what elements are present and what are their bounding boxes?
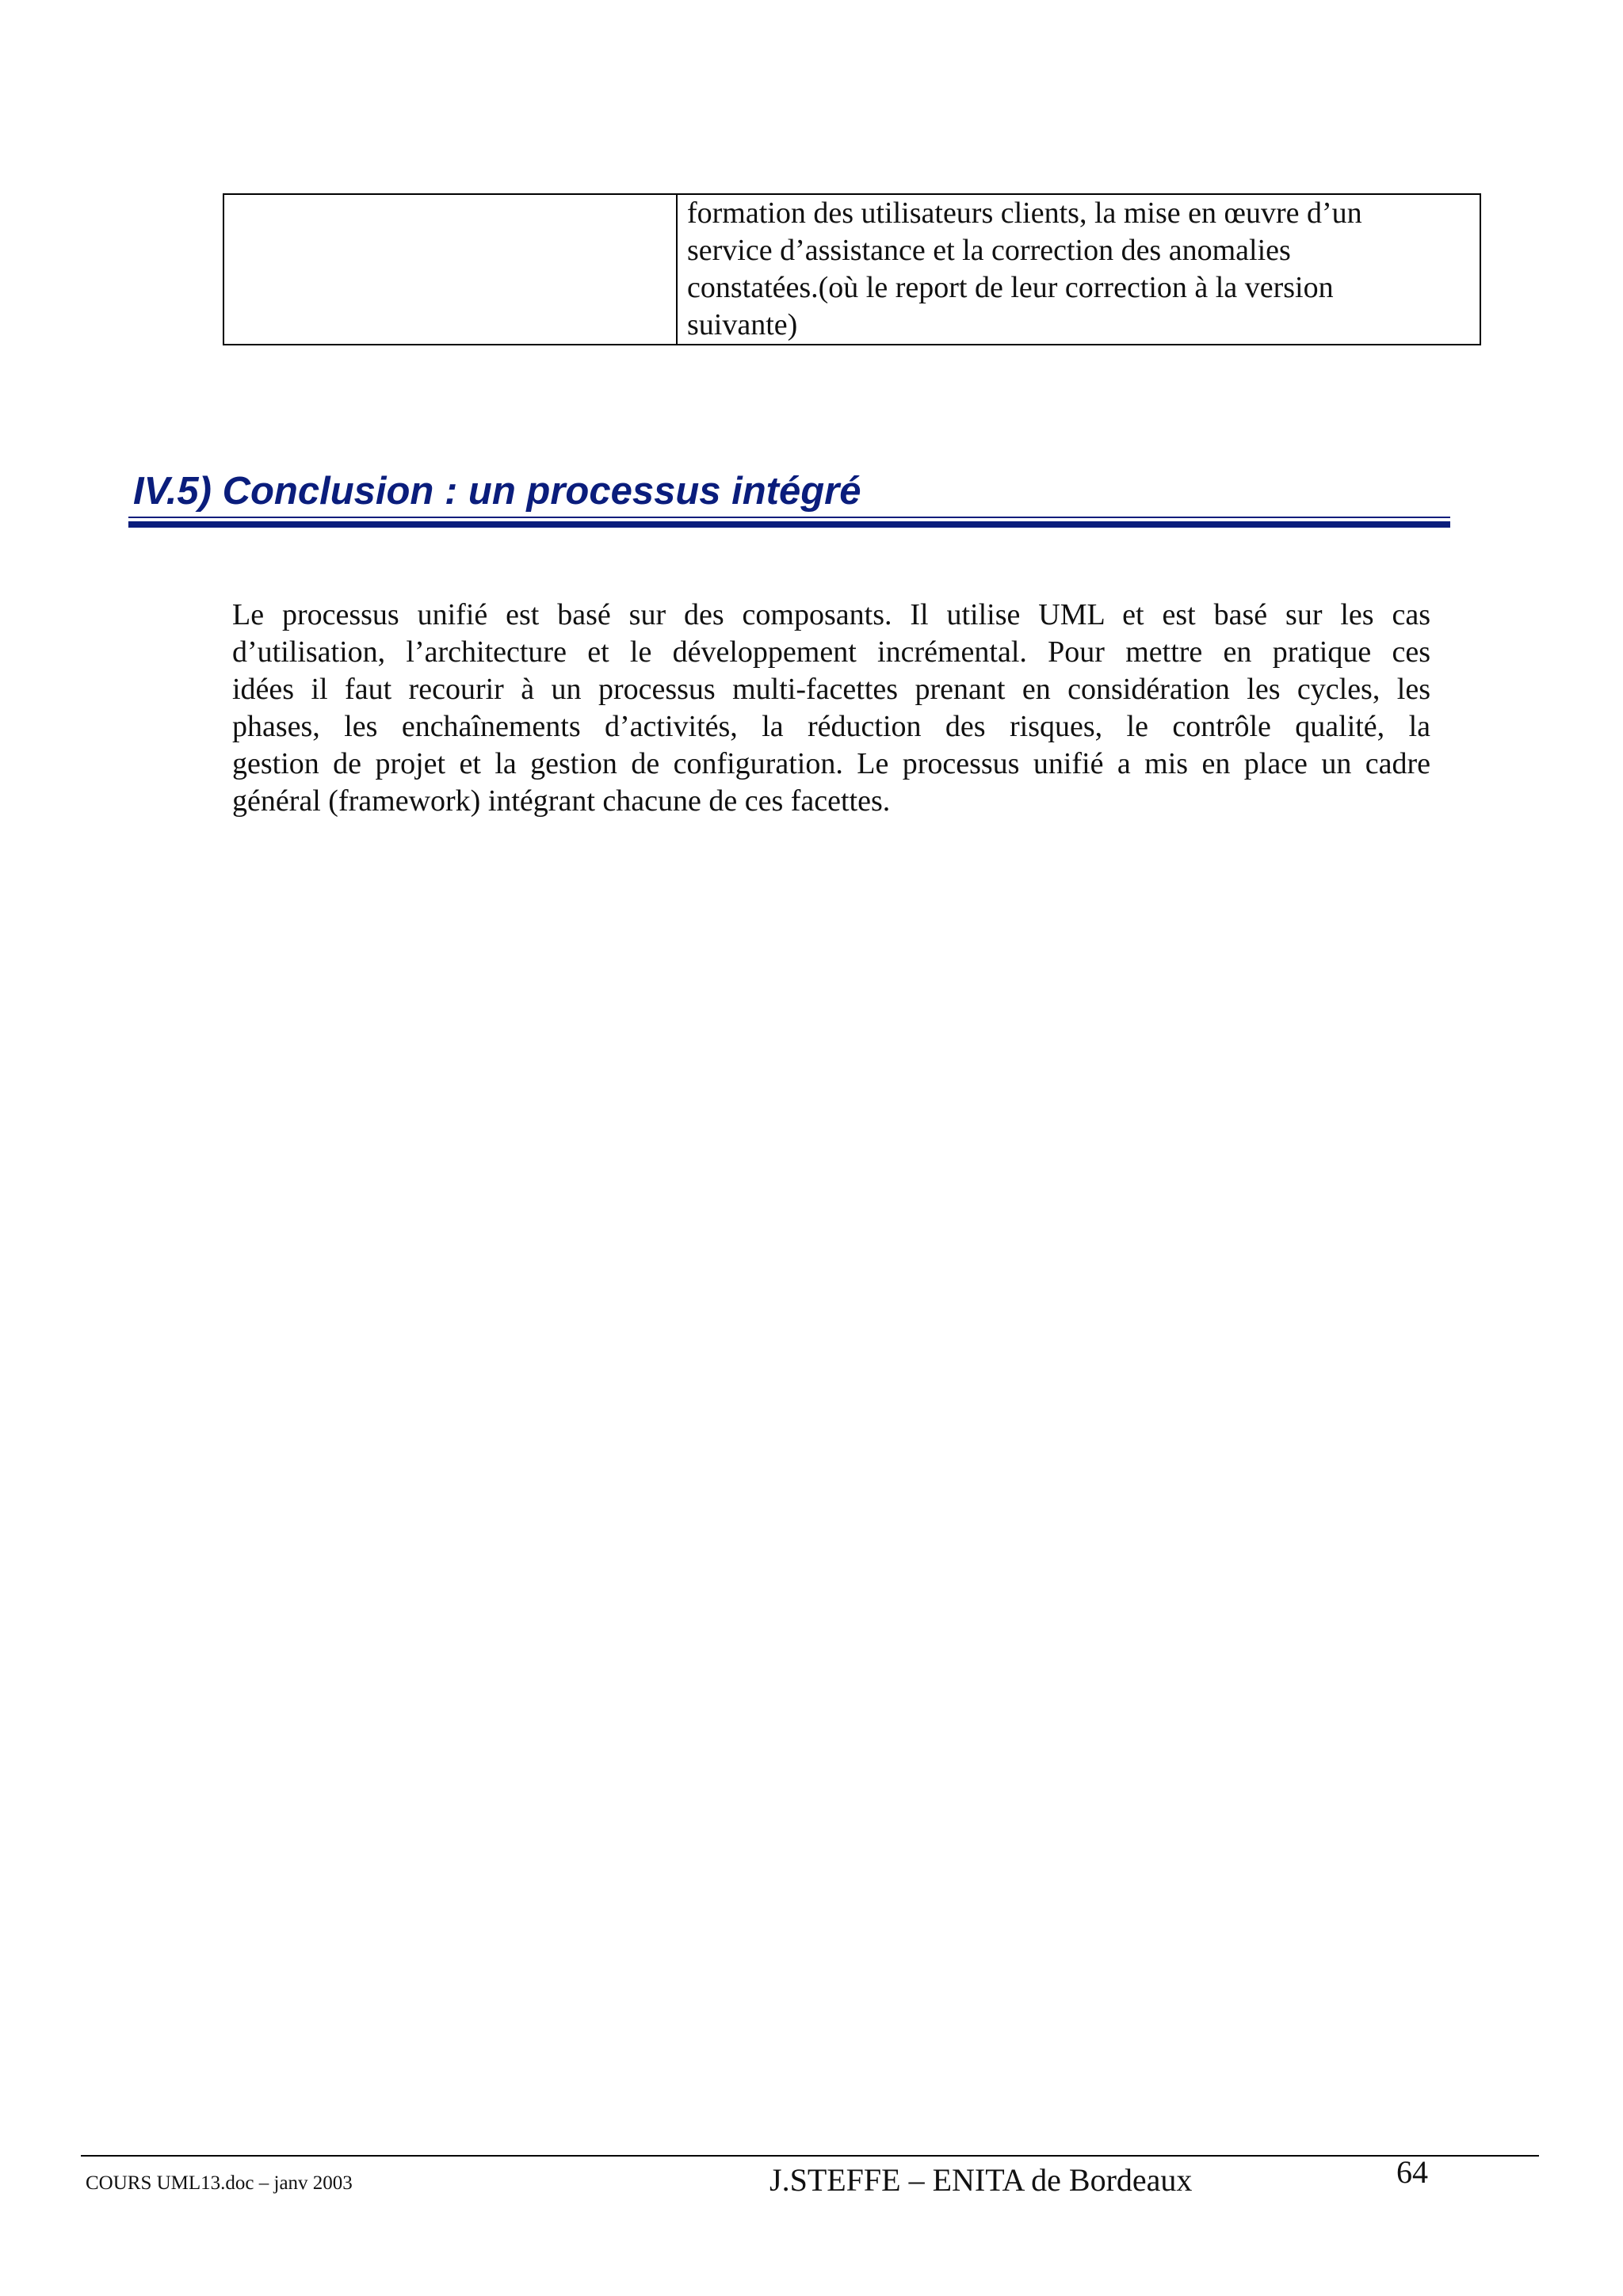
cell-text-line: constatées.(où le report de leur correction à la version bbox=[687, 271, 1334, 304]
cell-text-line: service d’assistance et la correction des anomalies bbox=[687, 234, 1291, 267]
paragraph-line: phases, les enchaînements d’activités, la réduction des risques, le contrôle qualité, la bbox=[232, 710, 1430, 743]
continuation-table bbox=[223, 193, 1481, 345]
paragraph-line: d’utilisation, l’architecture et le développement incrémental. Pour mettre en pratique ces bbox=[232, 635, 1430, 669]
paragraph-line: général (framework) intégrant chacune de ces facettes. bbox=[232, 784, 891, 818]
page-number: 64 bbox=[1396, 2154, 1428, 2190]
heading-rule-thin bbox=[128, 517, 1450, 518]
section-heading: IV.5) Conclusion : un processus intégré bbox=[133, 470, 861, 513]
footer-filename: COURS UML13.doc – janv 2003 bbox=[86, 2172, 353, 2194]
footer-author: J.STEFFE – ENITA de Bordeaux bbox=[769, 2162, 1193, 2198]
cell-text bbox=[678, 195, 1480, 344]
table-cell-description bbox=[677, 194, 1480, 345]
paragraph-line: gestion de projet et la gestion de configuration. Le processus unifié a mis en place un cadre bbox=[232, 747, 1430, 780]
conclusion-paragraph bbox=[232, 597, 1430, 820]
table-row bbox=[223, 194, 1480, 345]
cell-text-line: formation des utilisateurs clients, la mise en œuvre d’un bbox=[687, 196, 1362, 230]
footer-rule bbox=[81, 2155, 1539, 2157]
paragraph-line: Le processus unifié est basé sur des composants. Il utilise UML et est basé sur les cas bbox=[232, 598, 1430, 631]
table-cell-empty bbox=[223, 194, 677, 345]
cell-text-line: suivante) bbox=[687, 308, 798, 341]
heading-rule-thick bbox=[128, 521, 1450, 528]
paragraph-line: idées il faut recourir à un processus multi-facettes prenant en considération les cycles, les bbox=[232, 673, 1430, 706]
